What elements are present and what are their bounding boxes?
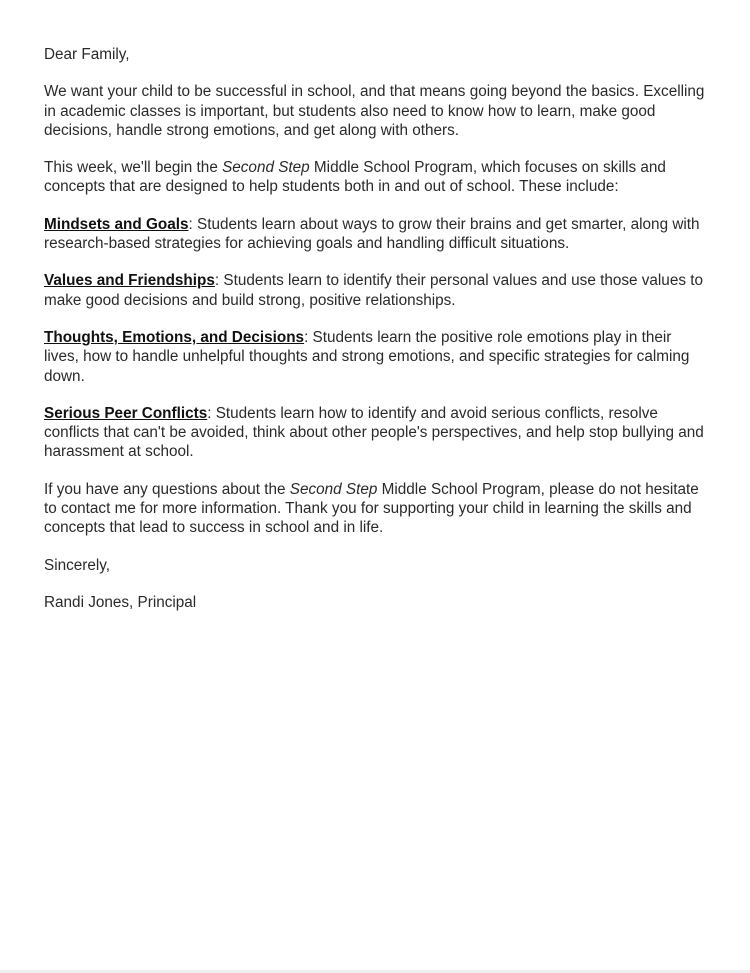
- topic-title: Thoughts, Emotions, and Decisions: [44, 328, 305, 346]
- sign-off: Sincerely,: [44, 556, 111, 574]
- topic-title: Serious Peer Conflicts: [44, 404, 208, 422]
- topic-description: : Students learn to identify their personal values and use those values to make good decisions and build strong, positive relationships.: [44, 272, 703, 309]
- topic-description: : Students learn how to identify and avoid serious conflicts, resolve conflicts that can't be avoided, think about other people's perspectives, and help stop bullying and harassment at school.: [44, 404, 704, 461]
- topic-serious-peer-conflicts: [44, 404, 708, 462]
- program-intro-before: This week, we'll begin the: [44, 159, 223, 177]
- closing-paragraph: [44, 480, 708, 538]
- topic-description: : Students learn about ways to grow their brains and get smarter, along with research-based strategies for achieving goals and handling difficult situations.: [44, 215, 700, 253]
- topic-title: Mindsets and Goals: [44, 215, 189, 233]
- intro-paragraph: We want your child to be successful in school, and that means going beyond the basics. Excelling in academic classes is important, but students also need to know how to learn, make good decisions, handle strong emotions, and get along with others.: [44, 83, 705, 139]
- topic-thoughts-emotions-decisions: [44, 328, 708, 386]
- topic-mindsets-goals: [44, 215, 708, 254]
- program-intro-after: Middle School Program, which focuses on skills and concepts that are designed to help students both in and out of school. These include:: [44, 159, 666, 196]
- program-intro-paragraph: [44, 158, 708, 197]
- program-name: Second Step: [289, 480, 378, 498]
- closing-after: Middle School Program, please do not hesitate to contact me for more information. Thank you for supporting your child in learning the skills and concepts that lead to success in school and in life.: [44, 480, 699, 537]
- topic-values-friendships: [44, 271, 708, 310]
- signature: Randi Jones, Principal: [44, 593, 197, 611]
- letter-body: [44, 45, 708, 630]
- salutation: Dear Family,: [44, 46, 130, 63]
- topic-title: Values and Friendships: [44, 272, 215, 290]
- closing-before: If you have any questions about the: [44, 480, 290, 498]
- topic-description: : Students learn the positive role emotions play in their lives, how to handle unhelpful thoughts and strong emotions, and specific strategies for calming down.: [44, 328, 690, 385]
- program-name: Second Step: [222, 159, 310, 177]
